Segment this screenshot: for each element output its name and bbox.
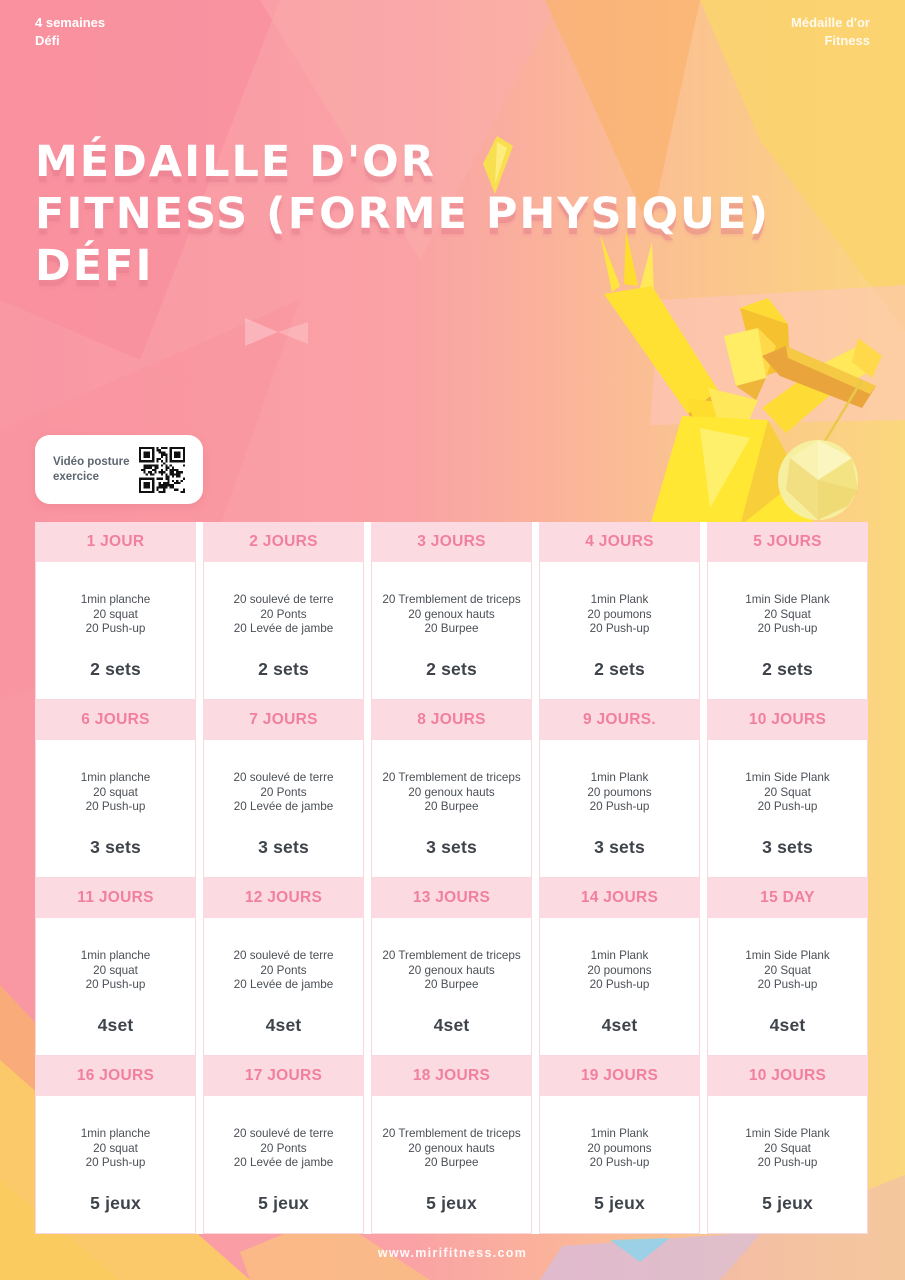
exercise-line: 1min planche	[80, 949, 151, 962]
exercise-line: 20 Push-up	[757, 1156, 818, 1170]
day-cell	[371, 918, 532, 1056]
exercise-line: 20 Burpee	[424, 978, 479, 992]
exercise-line: 20 Push-up	[589, 1156, 650, 1170]
sets-label: 5 jeux	[762, 1193, 813, 1213]
exercise-line: 20 Tremblement de triceps	[382, 1127, 521, 1140]
exercise-line: 20 Burpee	[424, 800, 479, 814]
sets-label: 5 jeux	[426, 1193, 477, 1213]
exercise-line: 20 Push-up	[757, 622, 818, 636]
day-cell	[707, 740, 868, 878]
sets-label: 4set	[769, 1015, 806, 1035]
day-header: 6 JOURS	[35, 700, 196, 740]
sets-label: 2 sets	[90, 659, 141, 679]
exercise-line: 20 genoux hauts	[408, 963, 495, 977]
day-header: 11 JOURS	[35, 878, 196, 918]
exercise-line: 1min planche	[80, 771, 151, 784]
footer-url: www.mirifitness.com	[377, 1246, 528, 1260]
exercise-line: 20 Tremblement de triceps	[382, 593, 521, 606]
exercise-line: 20 squat	[93, 1141, 138, 1155]
sets-label: 3 sets	[258, 837, 309, 857]
day-header: 5 JOURS	[707, 522, 868, 562]
day-header: 18 JOURS	[371, 1056, 532, 1096]
exercise-line: 20 soulevé de terre	[233, 1127, 334, 1140]
day-header: 10 JOURS	[707, 700, 868, 740]
day-header: 7 JOURS	[203, 700, 364, 740]
exercise-list	[382, 771, 520, 815]
day-header: 1 JOUR	[35, 522, 196, 562]
exercise-list	[81, 1127, 151, 1171]
exercise-line: 20 poumons	[587, 1141, 652, 1155]
exercise-list	[382, 1127, 520, 1171]
brand-line1: Médaille d'or	[791, 15, 870, 30]
day-header: 15 DAY	[707, 878, 868, 918]
video-card-label	[53, 455, 129, 485]
exercise-line: 1min Side Plank	[745, 949, 830, 962]
video-card-label-line1: Vidéo posture	[53, 455, 130, 468]
exercise-line: 20 Push-up	[589, 622, 650, 636]
day-header: 10 JOURS	[707, 1056, 868, 1096]
sets-label: 5 jeux	[90, 1193, 141, 1213]
sets-label: 4set	[97, 1015, 134, 1035]
day-cell	[203, 740, 364, 878]
day-cell	[35, 740, 196, 878]
day-header: 8 JOURS	[371, 700, 532, 740]
exercise-line: 20 genoux hauts	[408, 1141, 495, 1155]
exercise-line: 20 soulevé de terre	[233, 771, 334, 784]
day-cell	[539, 1096, 700, 1234]
exercise-line: 20 squat	[93, 607, 138, 621]
exercise-line: 1min Plank	[590, 1127, 649, 1140]
day-header: 3 JOURS	[371, 522, 532, 562]
day-cell	[371, 562, 532, 700]
exercise-line: 20 Tremblement de triceps	[382, 949, 521, 962]
day-cell	[707, 918, 868, 1056]
exercise-line: 1min Plank	[590, 593, 649, 606]
exercise-line: 20 Push-up	[85, 622, 146, 636]
day-cell	[35, 1096, 196, 1234]
sets-label: 4set	[601, 1015, 638, 1035]
exercise-list	[233, 1127, 333, 1171]
exercise-line: 20 Push-up	[85, 800, 146, 814]
exercise-line: 20 Push-up	[757, 978, 818, 992]
exercise-line: 20 Ponts	[260, 785, 307, 799]
exercise-line: 1min planche	[80, 593, 151, 606]
day-cell	[707, 1096, 868, 1234]
sets-label: 3 sets	[594, 837, 645, 857]
exercise-line: 1min planche	[80, 1127, 151, 1140]
exercise-line: 20 Burpee	[424, 622, 479, 636]
day-header: 17 JOURS	[203, 1056, 364, 1096]
exercise-line: 20 Levée de jambe	[233, 622, 334, 636]
exercise-line: 20 Tremblement de triceps	[382, 771, 521, 784]
sets-label: 4set	[433, 1015, 470, 1035]
tagline-line2: Défi	[35, 33, 60, 48]
exercise-list	[233, 771, 333, 815]
exercise-line: 20 Levée de jambe	[233, 800, 334, 814]
title-line2: FITNESS (FORME PHYSIQUE)	[35, 189, 770, 239]
exercise-line: 20 Squat	[764, 1141, 811, 1155]
sets-label: 4set	[265, 1015, 302, 1035]
day-header: 16 JOURS	[35, 1056, 196, 1096]
exercise-line: 1min Side Plank	[745, 593, 830, 606]
top-left-tagline	[35, 14, 105, 50]
exercise-list	[587, 949, 651, 993]
day-cell	[707, 562, 868, 700]
exercise-list	[382, 949, 520, 993]
day-header: 12 JOURS	[203, 878, 364, 918]
exercise-line: 1min Plank	[590, 771, 649, 784]
exercise-line: 20 Levée de jambe	[233, 978, 334, 992]
day-header: 4 JOURS	[539, 522, 700, 562]
exercise-line: 1min Side Plank	[745, 771, 830, 784]
exercise-list	[233, 593, 333, 637]
sets-label: 2 sets	[762, 659, 813, 679]
day-cell	[539, 740, 700, 878]
exercise-list	[745, 1127, 829, 1171]
page-title	[35, 136, 770, 292]
exercise-line: 20 genoux hauts	[408, 607, 495, 621]
day-header: 9 JOURS.	[539, 700, 700, 740]
exercise-list	[745, 771, 829, 815]
exercise-line: 20 squat	[93, 963, 138, 977]
sets-label: 5 jeux	[594, 1193, 645, 1213]
exercise-line: 20 Burpee	[424, 1156, 479, 1170]
exercise-list	[81, 771, 151, 815]
exercise-line: 20 poumons	[587, 785, 652, 799]
exercise-line: 20 soulevé de terre	[233, 949, 334, 962]
exercise-line: 20 Squat	[764, 607, 811, 621]
sets-label: 2 sets	[594, 659, 645, 679]
day-header: 19 JOURS	[539, 1056, 700, 1096]
sets-label: 2 sets	[258, 659, 309, 679]
exercise-line: 20 Push-up	[757, 800, 818, 814]
calendar-grid	[35, 522, 868, 1234]
video-card[interactable]	[35, 435, 203, 504]
exercise-line: 20 Push-up	[589, 978, 650, 992]
day-cell	[203, 918, 364, 1056]
exercise-line: 20 Ponts	[260, 607, 307, 621]
exercise-list	[233, 949, 333, 993]
sets-label: 3 sets	[426, 837, 477, 857]
exercise-list	[745, 949, 829, 993]
day-cell	[203, 562, 364, 700]
exercise-line: 20 Ponts	[260, 1141, 307, 1155]
exercise-line: 20 Ponts	[260, 963, 307, 977]
exercise-list	[382, 593, 520, 637]
exercise-list	[587, 1127, 651, 1171]
exercise-line: 20 Levée de jambe	[233, 1156, 334, 1170]
day-cell	[371, 1096, 532, 1234]
day-cell	[35, 562, 196, 700]
sets-label: 3 sets	[762, 837, 813, 857]
qr-code-icon[interactable]	[139, 447, 185, 493]
day-cell	[203, 1096, 364, 1234]
exercise-list	[81, 949, 151, 993]
sets-label: 2 sets	[426, 659, 477, 679]
tagline-line1: 4 semaines	[35, 15, 106, 30]
exercise-line: 20 Squat	[764, 785, 811, 799]
day-cell	[371, 740, 532, 878]
brand-line2: Fitness	[824, 33, 870, 48]
top-right-brand	[791, 14, 870, 50]
exercise-list	[745, 593, 829, 637]
exercise-line: 20 genoux hauts	[408, 785, 495, 799]
sets-label: 5 jeux	[258, 1193, 309, 1213]
day-cell	[539, 562, 700, 700]
exercise-list	[587, 593, 651, 637]
day-cell	[35, 918, 196, 1056]
exercise-list	[587, 771, 651, 815]
exercise-line: 20 soulevé de terre	[233, 593, 334, 606]
video-card-label-line2: exercice	[53, 470, 100, 483]
footer	[0, 1246, 905, 1260]
day-cell	[539, 918, 700, 1056]
day-header: 14 JOURS	[539, 878, 700, 918]
day-header: 13 JOURS	[371, 878, 532, 918]
exercise-list	[81, 593, 151, 637]
exercise-line: 20 Push-up	[589, 800, 650, 814]
exercise-line: 1min Plank	[590, 949, 649, 962]
exercise-line: 1min Side Plank	[745, 1127, 830, 1140]
day-header: 2 JOURS	[203, 522, 364, 562]
exercise-line: 20 Push-up	[85, 978, 146, 992]
exercise-line: 20 squat	[93, 785, 138, 799]
exercise-line: 20 Squat	[764, 963, 811, 977]
exercise-line: 20 Push-up	[85, 1156, 146, 1170]
exercise-line: 20 poumons	[587, 607, 652, 621]
sets-label: 3 sets	[90, 837, 141, 857]
exercise-line: 20 poumons	[587, 963, 652, 977]
title-line1: MÉDAILLE D'OR	[35, 137, 436, 187]
title-line3: DÉFI	[35, 241, 154, 291]
